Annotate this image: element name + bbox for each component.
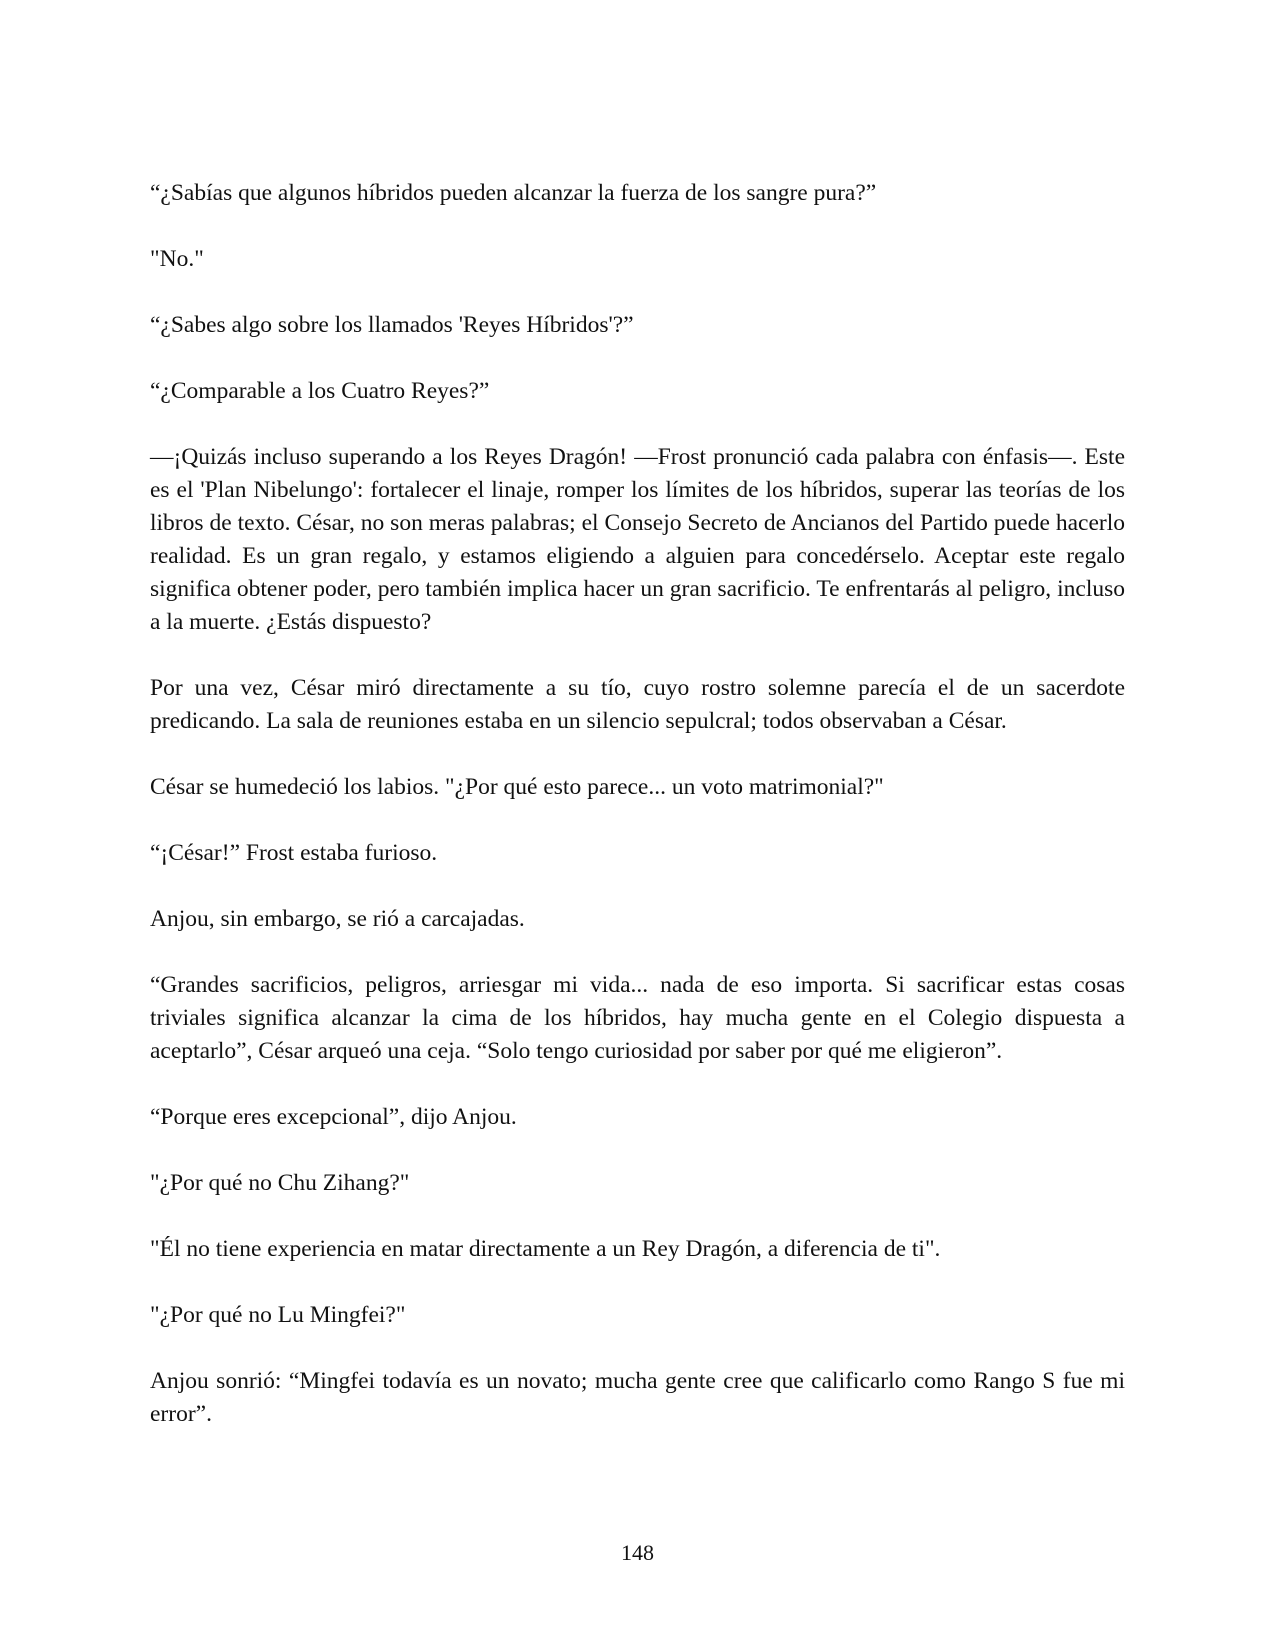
paragraph: “Porque eres excepcional”, dijo Anjou. [150,1104,517,1130]
paragraph: César se humedeció los labios. "¿Por qué esto parece... un voto matrimonial?" [150,774,884,800]
paragraph: “¿Comparable a los Cuatro Reyes?” [150,378,490,404]
body-text [150,177,1125,1464]
paragraph: “¡César!” Frost estaba furioso. [150,840,438,866]
page-number: 148 [621,1540,654,1565]
paragraph: "¿Por qué no Lu Mingfei?" [150,1302,406,1328]
paragraph: —¡Quizás incluso superando a los Reyes Dragón! —Frost pronunció cada palabra con énfasis—. Este es el 'Plan Nibelungo': fortalecer el linaje, romper los límites de los híbridos, superar las teorías de los libros de texto. César, no son meras palabras; el Consejo Secreto de Ancianos del Partido puede hacerlo realidad. Es un gran regalo, y estamos eligiendo a alguien para concedérselo. Aceptar este regalo significa obtener poder, pero también implica hacer un gran sacrificio. Te enfrentarás al peligro, incluso a la muerte. ¿Estás dispuesto? [150,444,1125,635]
paragraph: “¿Sabes algo sobre los llamados 'Reyes Híbridos'?” [150,312,634,338]
paragraph: Anjou sonrió: “Mingfei todavía es un novato; mucha gente cree que calificarlo como Rango S fue mi error”. [150,1368,1125,1427]
paragraph: “Grandes sacrificios, peligros, arriesgar mi vida... nada de eso importa. Si sacrificar estas cosas triviales significa alcanzar la cima de los híbridos, hay mucha gente en el Colegio dispuesta a aceptarlo”, César arqueó una ceja. “Solo tengo curiosidad por saber por qué me eligieron”. [150,972,1125,1064]
paragraph: "¿Por qué no Chu Zihang?" [150,1170,410,1196]
paragraph: Por una vez, César miró directamente a su tío, cuyo rostro solemne parecía el de un sacerdote predicando. La sala de reuniones estaba en un silencio sepulcral; todos observaban a César. [150,675,1125,734]
paragraph: “¿Sabías que algunos híbridos pueden alcanzar la fuerza de los sangre pura?” [150,180,877,206]
paragraph: Anjou, sin embargo, se rió a carcajadas. [150,906,525,932]
paragraph: "Él no tiene experiencia en matar directamente a un Rey Dragón, a diferencia de ti". [150,1236,941,1262]
paragraph: "No." [150,246,204,272]
